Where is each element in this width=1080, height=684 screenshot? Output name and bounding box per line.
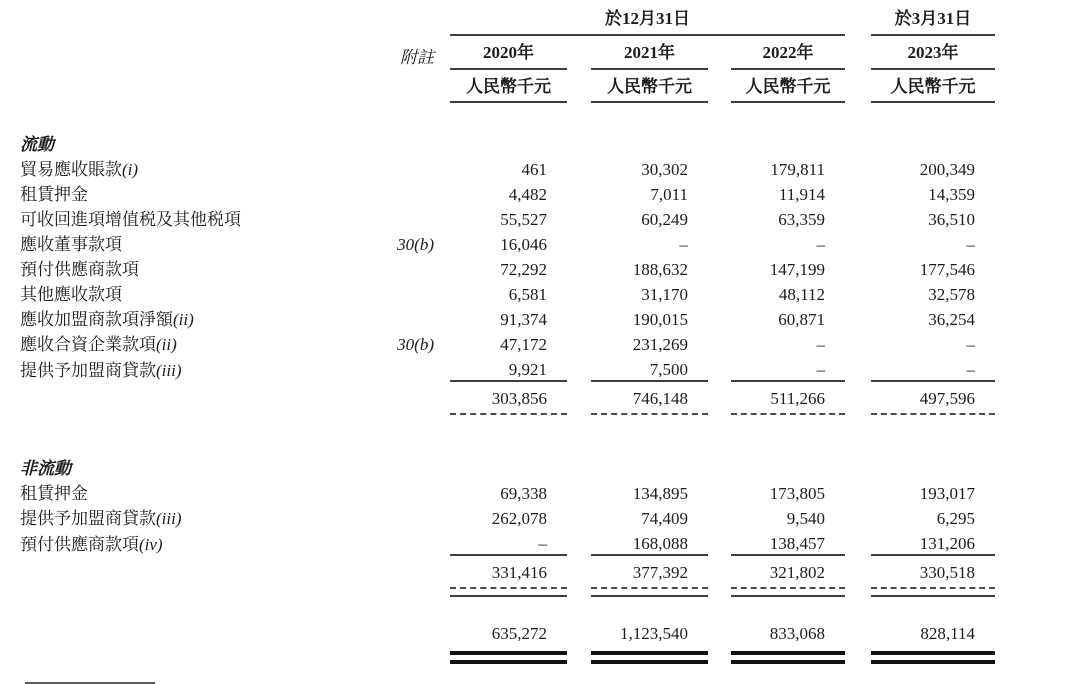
table-row [20,479,995,504]
value-2020: 55,527 [500,209,547,229]
value-2023: – [966,234,975,254]
value-2021: 30,302 [641,159,688,179]
row-label: 應收董事款項 [20,234,122,254]
value-2020: 47,172 [500,334,547,354]
subtotal-noncurrent-row [20,555,995,588]
value-2021: 190,015 [632,309,688,329]
table-row [20,529,995,555]
row-label: 預付供應商款項 [20,534,139,554]
table-row [20,280,995,305]
value-2022: 63,359 [778,209,825,229]
financial-table [20,8,995,664]
row-label-ref: (iv) [139,534,163,554]
value-2021: 134,895 [632,483,688,503]
subtotal-current-row [20,381,995,414]
subtotal-2023: 330,518 [871,555,995,588]
value-2023: 36,254 [928,309,975,329]
grand-total-2021: 1,123,540 [620,624,688,644]
grand-total-2023: 828,114 [920,624,975,644]
row-label: 提供予加盟商貸款 [20,360,156,380]
value-2023: 200,349 [919,159,975,179]
table-row [20,305,995,330]
row-label-ref: (iii) [156,360,182,380]
note-cell [380,504,438,529]
note-cell [380,155,438,180]
table-row [20,330,995,355]
value-2020: 69,338 [500,483,547,503]
value-2021: 168,088 [632,533,688,553]
value-2023: 131,206 [919,533,975,553]
header-year-2021: 2021年 [591,35,708,68]
value-2022: 11,914 [778,184,825,204]
value-2020: 9,921 [508,359,547,379]
value-2021: 7,011 [650,184,688,204]
note-cell [380,305,438,330]
note-cell [380,479,438,504]
value-2020: 16,046 [500,234,547,254]
table-row [20,255,995,280]
row-label: 應收合資企業款項 [20,334,156,354]
grand-total-double-rule [20,653,995,662]
subtotal-2022: 511,266 [731,381,845,414]
value-2023: 177,546 [919,259,975,279]
value-2022: – [816,234,825,254]
value-2021: 60,249 [641,209,688,229]
value-2023: – [966,334,975,354]
value-2021: – [679,234,688,254]
value-2021: 74,409 [641,508,688,528]
section-title-current-row [20,129,995,155]
subtotal-2020: 331,416 [450,555,567,588]
header-year-2020: 2020年 [450,35,567,68]
value-2022: 9,540 [786,508,825,528]
header-note-label: 附註 [400,48,434,68]
value-2022: 48,112 [778,284,825,304]
row-label: 應收加盟商款項淨額 [20,309,173,329]
grand-total-row [20,621,995,652]
header-unit-2023: 人民幣千元 [871,69,995,102]
value-2020: 91,374 [500,309,547,329]
section-title-noncurrent-row [20,453,995,479]
footnote-divider [25,682,155,684]
row-label: 其他應收款項 [20,284,122,304]
value-2022: 147,199 [769,259,825,279]
row-label: 預付供應商款項 [20,259,139,279]
row-label: 貿易應收賬款 [20,159,122,179]
value-2023: – [966,359,975,379]
section-title-noncurrent: 非流動 [20,458,71,478]
note-cell [380,280,438,305]
value-2021: 188,632 [632,259,688,279]
value-2023: 14,359 [928,184,975,204]
table-row [20,355,995,381]
value-2020: 4,482 [508,184,547,204]
row-label-ref: (ii) [173,309,194,329]
table-row [20,504,995,529]
note-cell [380,205,438,230]
note-cell [380,180,438,205]
header-as-at-mar31: 於3月31日 [871,8,995,35]
header-unit-2020: 人民幣千元 [450,69,567,102]
value-2020: 461 [521,159,547,179]
value-2021: 31,170 [641,284,688,304]
table-row [20,230,995,255]
header-unit-2021: 人民幣千元 [591,69,708,102]
value-2023: 32,578 [928,284,975,304]
table-row [20,205,995,230]
header-group-row [20,8,995,35]
value-2022: 60,871 [778,309,825,329]
header-as-at-dec31: 於12月31日 [450,8,845,35]
value-2023: 36,510 [928,209,975,229]
header-year-2023: 2023年 [871,35,995,68]
row-label-ref: (iii) [156,508,182,528]
note-cell [380,255,438,280]
subtotal-2021: 377,392 [591,555,708,588]
value-2020: 6,581 [508,284,547,304]
table-row [20,180,995,205]
header-unit-row [20,69,995,102]
row-label-ref: (i) [122,159,139,179]
value-2022: 138,457 [769,533,825,553]
value-2020: 262,078 [491,508,547,528]
subtotal-2020: 303,856 [450,381,567,414]
row-label: 可收回進項增值税及其他税項 [20,209,241,229]
subtotal-2021: 746,148 [591,381,708,414]
grand-total-2020: 635,272 [491,624,547,644]
note-cell [380,529,438,555]
value-2021: 231,269 [632,334,688,354]
header-year-2022: 2022年 [731,35,845,68]
value-2022: 179,811 [770,159,825,179]
note-cell [380,355,438,381]
subtotal-2023: 497,596 [871,381,995,414]
note-cell: 30(b) [397,234,434,254]
note-cell: 30(b) [397,334,434,354]
value-2020: – [538,533,547,553]
header-unit-2022: 人民幣千元 [731,69,845,102]
value-2021: 7,500 [649,359,688,379]
grand-total-2022: 833,068 [769,624,825,644]
value-2022: – [816,359,825,379]
section-title-current: 流動 [20,134,54,154]
value-2022: – [816,334,825,354]
row-label: 租賃押金 [20,483,88,503]
value-2023: 193,017 [919,483,975,503]
row-label-ref: (ii) [156,334,177,354]
value-2020: 72,292 [500,259,547,279]
value-2023: 6,295 [936,508,975,528]
value-2022: 173,805 [769,483,825,503]
subtotal-closing-rule [20,588,995,596]
row-label: 租賃押金 [20,184,88,204]
header-year-row [20,35,995,68]
row-label: 提供予加盟商貸款 [20,508,156,528]
subtotal-2022: 321,802 [731,555,845,588]
table-row [20,155,995,180]
